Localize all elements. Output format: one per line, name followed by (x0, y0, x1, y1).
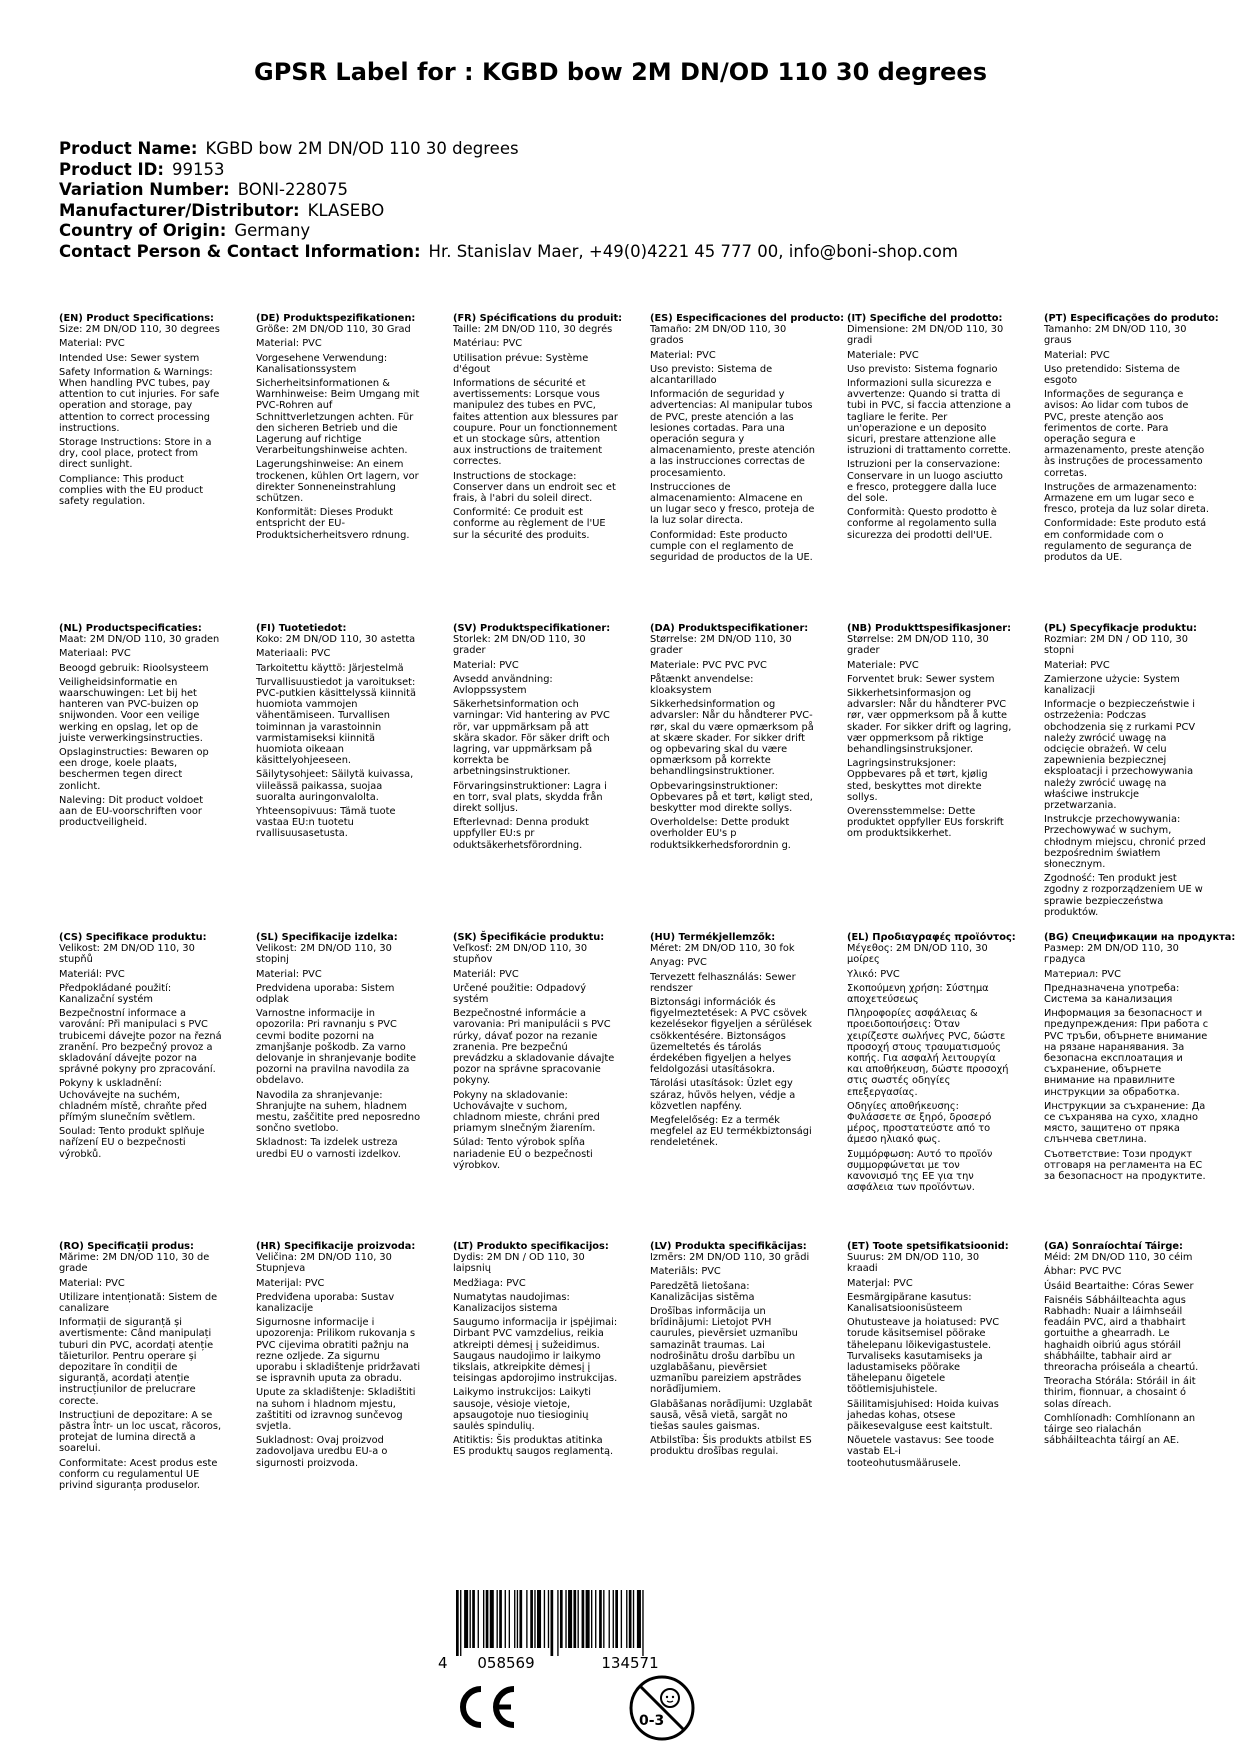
spec-line: Dydis: 2M DN / OD 110, 30 laipsnių (453, 1252, 585, 1275)
barcode-bar (472, 1590, 475, 1648)
spec-line: Méid: 2M DN/OD 110, 30 céim (1044, 1252, 1193, 1264)
barcode-bar (530, 1590, 533, 1648)
barcode-bar (626, 1590, 627, 1648)
spec-line: Medžiaga: PVC (453, 1277, 526, 1289)
spec-line: Maat: 2M DN/OD 110, 30 graden (59, 634, 220, 646)
spec-block (1044, 623, 1209, 918)
barcode-bar (599, 1590, 602, 1648)
barcode-bar (499, 1590, 502, 1648)
spec-line: Uso pretendido: Sistema de esgoto (1044, 363, 1180, 387)
spec-block (847, 313, 1012, 541)
info-label: Variation Number: (59, 180, 230, 199)
spec-block (256, 1241, 421, 1469)
spec-line: Méret: 2M DN/OD 110, 30 fok (650, 943, 795, 955)
spec-heading: (BG) Спецификации на продукта: (1044, 932, 1236, 943)
spec-line: Opslaginstructies: Bewaren op een droge, koele plaats, beschermen tegen direct zonlicht. (59, 747, 209, 792)
barcode-bar (615, 1590, 618, 1648)
spec-line: Storlek: 2M DN/OD 110, 30 grader (453, 634, 586, 657)
barcode-bar (497, 1590, 498, 1648)
spec-line: Velikost: 2M DN/OD 110, 30 stupňů (59, 943, 195, 966)
barcode-bar (517, 1590, 518, 1648)
spec-line: Zamierzone użycie: System kanalizacji (1044, 673, 1180, 697)
barcode-bar (470, 1590, 471, 1648)
spec-block (453, 932, 618, 1171)
spec-line: Skladnost: Ta izdelek ustreza uredbi EU o varnosti izdelkov. (256, 1137, 401, 1160)
ean-barcode (438, 1590, 710, 1672)
spec-line: Glabāšanas norādījumi: Uzglabāt sausā, vēsā vietā, sargāt no tiešas saules gaismas. (650, 1398, 813, 1433)
spec-line: Sukladnost: Ovaj proizvod zadovoljava uredbu EU-a o sigurnosti proizvoda. (256, 1435, 388, 1469)
spec-line: Laikymo instrukcijos: Laikyti sausoje, vėsioje vietoje, apsaugotoje nuo tiesioginių saulės spindulių. (453, 1387, 591, 1433)
spec-line: Forventet bruk: Sewer system (847, 673, 995, 685)
spec-line: Yhteensopivuus: Tämä tuote vastaa EU:n tuotetu rvallisuusasetusta. (256, 806, 396, 840)
spec-line: Turvallisuustiedot ja varoitukset: PVC-putkien käsittelyssä kiinnitä huomiota vammojen vähentämiseen. Turvallisen toiminnan ja varastoinnin varmistamiseksi kiinnitä huomiota oikeaan käsittelyohjeeseen. (256, 676, 416, 767)
spec-line: Navodila za shranjevanje: Shranjujte na suhem, hladnem mestu, zaščitite pred neposredno sončno svetlobo. (256, 1089, 421, 1135)
spec-line: Materijal: PVC (256, 1277, 325, 1289)
spec-line: Materiāls: PVC (650, 1266, 721, 1278)
barcode-bar (621, 1590, 622, 1648)
spec-heading: (EL) Προδιαγραφές προϊόντος: (847, 932, 1016, 943)
barcode-bar (591, 1590, 592, 1648)
spec-line: Určené použitie: Odpadový systém (453, 982, 586, 1006)
barcode-bar (490, 1590, 494, 1648)
spec-line: Veiligheidsinformatie en waarschuwingen: Let bij het hanteren van PVC-buizen op snijwonden. Voor een veilige werking en opslag, let op de juiste verwerkingsinstructies. (59, 676, 203, 744)
age-range-label: 0-3 (639, 1713, 665, 1729)
info-label: Contact Person & Contact Information: (59, 241, 421, 261)
spec-line: Säilytysohjeet: Säilytä kuivassa, viileässä paikassa, suojaa suoralta auringonvalolta. (256, 769, 414, 803)
spec-line: Megfelelőség: Ez a termék megfelel az EU termékbiztonsági rendeletének. (650, 1115, 812, 1149)
spec-line: Veličina: 2M DN/OD 110, 30 Stupnjeva (256, 1252, 392, 1275)
spec-line: Velikost: 2M DN/OD 110, 30 stopinj (256, 943, 392, 966)
spec-line: Faisnéis Sábháilteachta agus Rabhadh: Nuair a láimhseáil feadáin PVC, aird a thabhairt gortuithe a ghearradh. Le haghaidh oibriú agus stóráil shábháilte, tabhair aird ar threoracha próiseála a cheartú. (1044, 1294, 1199, 1374)
spec-line: Material: PVC (256, 338, 322, 350)
spec-line: Uso previsto: Sistema fognario (847, 363, 998, 375)
spec-line: Съответствие: Този продукт отговаря на регламента на ЕС за безопасност на продуктите. (1044, 1148, 1206, 1183)
spec-line: Materiaali: PVC (256, 648, 331, 660)
spec-line: Μέγεθος: 2M DN/OD 110, 30 μοίρες (847, 943, 988, 966)
spec-line: Material: PVC (256, 968, 322, 980)
spec-block (650, 313, 845, 564)
spec-line: Instruções de armazenamento: Armazene em um lugar seco e fresco, proteja da luz solar direta. (1044, 481, 1209, 516)
spec-line: Úsáid Beartaithe: Córas Sewer (1044, 1280, 1194, 1292)
barcode-bar (573, 1590, 576, 1648)
spec-heading: (EN) Product Specifications: (59, 313, 214, 324)
spec-line: Overensstemmelse: Dette produktet oppfyller EUs forskrift om produktsikkerhet. (847, 806, 1004, 840)
spec-line: Sigurnosne informacije i upozorenja: Prilikom rukovanja s PVC cijevima obratiti pažnju na rezne ozljede. Za sigurnu uporabu i skladištenje pridržavati se ispravnih uputa za obradu. (256, 1317, 421, 1385)
spec-line: Материал: PVC (1044, 968, 1121, 980)
spec-block (59, 313, 224, 507)
spec-line: Veľkosť: 2M DN/OD 110, 30 stupňov (453, 943, 588, 966)
spec-heading: (LV) Produkta specifikācijas: (650, 1241, 807, 1252)
spec-line: Instrucciones de almacenamiento: Almacene en un lugar seco y fresco, proteja de la luz solar directa. (650, 481, 815, 527)
spec-heading: (SK) Špecifikácie produktu: (453, 932, 605, 943)
barcode-bar (464, 1590, 468, 1648)
spec-heading: (SV) Produktspecifikationer: (453, 623, 611, 634)
spec-line: Инструкции за съхранение: Да се съхранява на сухо, хладно място, защитено от пряка слънчева светлина. (1044, 1100, 1206, 1146)
barcode-bars (456, 1590, 644, 1656)
spec-line: Numatytas naudojimas: Kanalizacijos sistema (453, 1291, 570, 1315)
spec-block (1044, 313, 1219, 564)
spec-line: Rozmiar: 2M DN / OD 110, 30 stopni (1044, 634, 1189, 657)
spec-heading: (NL) Productspecificaties: (59, 623, 202, 634)
spec-line: Material: PVC (59, 1277, 125, 1289)
country-of-origin-row (59, 221, 1199, 242)
barcode-bar (551, 1590, 554, 1656)
spec-line: Koko: 2M DN/OD 110, 30 astetta (256, 634, 416, 646)
spec-line: Material: PVC (650, 349, 716, 361)
barcode-digits-left: 058569 (477, 1654, 535, 1672)
spec-line: Tárolási utasítások: Üzlet egy száraz, hűvös helyen, védje a közvetlen napfény. (650, 1078, 796, 1112)
manufacturer-row (59, 201, 1199, 222)
spec-block (650, 1241, 815, 1458)
barcode-digit-prefix: 4 (438, 1654, 448, 1672)
spec-block (256, 623, 421, 840)
spec-line: Informații de siguranță și avertismente: Când manipulați tuburi din PVC, acordați atenție tăieturilor. Pentru operare și depozitare în condiții de siguranță, acordați atenție instrucțiunilor de prelucrare corecte. (59, 1317, 214, 1407)
spec-line: Anyag: PVC (650, 957, 707, 969)
spec-block (59, 932, 224, 1160)
barcode-bar (460, 1590, 461, 1656)
barcode-bar (483, 1590, 484, 1648)
barcode-bar (578, 1590, 579, 1648)
spec-line: Conformité: Ce produit est conforme au règlement de l'UE sur la sécurité des produits. (453, 507, 606, 541)
spec-line: Uso previsto: Sistema de alcantarillado (650, 363, 773, 387)
spec-line: Treoracha Stórála: Stóráil in áit thirim, fionnuar, a chosaint ó solas díreach. (1044, 1376, 1196, 1410)
info-label: Country of Origin: (59, 221, 227, 240)
spec-line: Συμμόρφωση: Αυτό το προϊόν συμμορφώνεται με τον κανονισμό της ΕΕ για την ασφάλεια των προϊόντων. (847, 1148, 993, 1194)
spec-line: Material: PVC (59, 338, 125, 350)
spec-line: Avsedd användning: Avloppssystem (453, 673, 553, 697)
spec-heading: (PL) Specyfikacje produktu: (1044, 623, 1197, 634)
spec-line: Информация за безопасност и предупреждения: При работа с PVC тръби, обърнете внимание на рязане наранявания. За безопасна експлоатация и съхранение, обърнете внимание на правилните инструкции за обработка. (1044, 1008, 1209, 1098)
contact-row (59, 242, 1199, 263)
spec-line: Størrelse: 2M DN/OD 110, 30 grader (650, 634, 792, 657)
spec-line: Biztonsági információk és figyelmeztetések: A PVC csövek kezelésekor figyeljen a sérülések csökkentésére. Biztonságos üzemeltetés és tárolás érdekében figyeljen a helyes feldolgozási utasításokra. (650, 997, 812, 1076)
barcode-bar (456, 1590, 459, 1656)
spec-line: Instructions de stockage: Conserver dans un endroit sec et frais, à l'abri du soleil direct. (453, 470, 616, 505)
spec-line: Zgodność: Ten produkt jest zgodny z rozporządzeniem UE w sprawie bezpieczeństwa produktów. (1044, 873, 1203, 918)
spec-block (453, 313, 623, 541)
barcode-bar (537, 1590, 541, 1648)
spec-line: Conformidad: Este producto cumple con el reglamento de seguridad de productos de la UE. (650, 529, 813, 564)
spec-heading: (IT) Specifiche del prodotto: (847, 313, 1003, 324)
spec-heading: (NB) Produkttspesifikasjoner: (847, 623, 1011, 634)
spec-line: Размер: 2M DN/OD 110, 30 градуса (1044, 943, 1179, 966)
product-info (59, 139, 1199, 262)
barcode-bar (557, 1590, 558, 1656)
spec-line: Sikkerhetsinformasjon og advarsler: Når du håndterer PVC rør, vær oppmerksom på å kutte skader. For sikker drift og lagring, vær oppmerksom på riktige behandlingsinstruksjoner. (847, 688, 1012, 756)
spec-line: Predviđena uporaba: Sustav kanalizacije (256, 1291, 395, 1315)
spec-heading: (FI) Tuotetiedot: (256, 623, 347, 634)
spec-line: Compliance: This product complies with the EU product safety regulation. (59, 473, 204, 508)
spec-block (847, 1241, 1012, 1469)
spec-line: Atitiktis: Šis produktas atitinka ES produktų saugos reglamentą. (453, 1435, 614, 1458)
barcode-bar (586, 1590, 590, 1648)
barcode-bar (478, 1590, 479, 1648)
spec-line: Tarkoitettu käyttö: Järjestelmä (256, 662, 404, 674)
spec-line: Instrucțiuni de depozitare: A se păstra într- un loc uscat, răcoros, protejat de lumina directă a soarelui. (59, 1409, 222, 1455)
barcode-bar (603, 1590, 604, 1648)
spec-line: Säilitamisjuhised: Hoida kuivas jahedas kohas, otsese päikesevalguse eest kaitstult. (847, 1398, 999, 1433)
spec-block (59, 623, 224, 828)
barcode-bar (560, 1590, 563, 1648)
spec-heading: (HU) Termékjellemzők: (650, 932, 776, 943)
barcode-bar (637, 1590, 641, 1648)
spec-line: Ábhar: PVC PVC (1044, 1266, 1122, 1278)
info-label: Manufacturer/Distributor: (59, 200, 300, 220)
spec-heading: (SL) Specifikacije izdelka: (256, 932, 398, 943)
spec-line: Lagringsinstruksjoner: Oppbevares på et tørt, kjølig sted, beskyttes mot direkte sollys. (847, 758, 988, 803)
spec-block (650, 932, 815, 1149)
info-label: Product ID: (59, 159, 164, 179)
spec-line: Conformitate: Acest produs este conform cu regulamentul UE privind siguranța produselor. (59, 1457, 218, 1492)
spec-line: Opbevaringsinstruktioner: Opbevares på et tørt, køligt sted, beskytter mod direkte sollys. (650, 780, 813, 815)
spec-line: Informations de sécurité et avertissements: Lorsque vous manipulez des tubes en PVC, faites attention aux blessures par coupure. Pour un fonctionnement et un stockage sûrs, attention aux instructions de traitement correctes. (453, 378, 618, 468)
spec-block (1044, 1241, 1209, 1446)
spec-line: Påtænkt anvendelse: kloaksystem (650, 673, 754, 697)
barcode-bar (642, 1590, 643, 1656)
spec-line: Materiaal: PVC (59, 648, 131, 660)
spec-block (650, 623, 815, 851)
spec-line: Istruzioni per la conservazione: Conservare in un luogo asciutto e fresco, proteggere dalla luce del sole. (847, 459, 1003, 505)
spec-line: Materiál: PVC (59, 968, 125, 980)
spec-heading: (RO) Specificații produs: (59, 1241, 194, 1252)
spec-line: Información de seguridad y advertencias: Al manipular tubos de PVC, preste atención a las lesiones cortadas. Para una operación segura y almacenamiento, preste atención a las instrucciones correctas de procesamiento. (650, 389, 816, 479)
spec-line: Eesmärgipärane kasutus: Kanalisatsioonisüsteem (847, 1291, 972, 1315)
spec-line: Upute za skladištenje: Skladištiti na suhom i hladnom mjestu, zaštititi od izravnog sunčevog svjetla. (256, 1387, 416, 1433)
spec-heading: (DE) Produktspezifikationen: (256, 313, 416, 324)
barcode-bar (548, 1590, 549, 1648)
spec-line: Súlad: Tento výrobok spĺňa nariadenie EÚ o bezpečnosti výrobkov. (453, 1137, 593, 1171)
spec-block (453, 1241, 618, 1458)
spec-heading: (DA) Produktspecifikationer: (650, 623, 809, 634)
info-value: 99153 (171, 159, 225, 179)
spec-line: Πληροφορίες ασφάλειας & προειδοποιήσεις: Όταν χειρίζεστε σωλήνες PVC, δώστε προσοχή στους τραυματισμούς κοπής. Για ασφαλή λειτουργία και αποθήκευση, δώστε προσοχή στις σωστές οδηγίες επεξεργασίας. (847, 1008, 1009, 1098)
spec-line: Saugumo informacija ir įspėjimai: Dirbant PVC vamzdelius, reikia atkreipti dėmesį į sužeidimus. Saugaus naudojimo ir laikymo tikslais, atkreipkite dėmesį į teisingas apdorojimo instrukcijas. (453, 1317, 618, 1385)
spec-line: Předpokládané použití: Kanalizační systém (59, 982, 172, 1006)
spec-line: Größe: 2M DN/OD 110, 30 Grad (256, 324, 411, 336)
spec-line: Beoogd gebruik: Rioolsysteem (59, 662, 209, 674)
spec-line: Pokyny na skladovanie: Uchovávajte v suchom, chladnom mieste, chráni pred priamym slnečným žiarením. (453, 1089, 600, 1135)
spec-line: Mărime: 2M DN/OD 110, 30 de grade (59, 1252, 210, 1275)
spec-line: Materiale: PVC (847, 659, 919, 671)
spec-line: Tervezett felhasználás: Sewer rendszer (650, 971, 796, 994)
spec-line: Tamaño: 2M DN/OD 110, 30 grados (650, 324, 787, 347)
spec-line: Soulad: Tento produkt splňuje nařízení EU o bezpečnosti výrobků. (59, 1126, 205, 1160)
spec-block (1044, 932, 1236, 1183)
product-id-row (59, 160, 1199, 181)
spec-line: Intended Use: Sewer system (59, 352, 200, 364)
info-label: Product Name: (59, 139, 198, 158)
spec-line: Οδηγίες αποθήκευσης: Φυλάσσετε σε ξηρό, δροσερό μέρος, προστατεύστε από το άμεσο ηλιακό φως. (847, 1100, 992, 1146)
barcode-bar (568, 1590, 572, 1648)
spec-line: Materjal: PVC (847, 1277, 913, 1289)
spec-line: Atbilstība: Šis produkts atbilst ES produktu drošības regulai. (650, 1435, 812, 1458)
spec-line: Säkerhetsinformation och varningar: Vid hantering av PVC rör, var uppmärksam på att skära skador. För säker drift och lagring, var uppmärksam på korrekta be arbetningsinstruktioner. (453, 699, 610, 778)
spec-line: Tamanho: 2M DN/OD 110, 30 graus (1044, 324, 1187, 347)
spec-line: Efterlevnad: Denna produkt uppfyller EU:s pr oduktsäkerhetsförordning. (453, 817, 589, 851)
spec-line: Informações de segurança e avisos: Ao lidar com tubos de PVC, preste atenção aos ferimentos de corte. Para operação segura e armazenamento, preste atenção às instruções de processamento corretas. (1044, 389, 1205, 479)
barcode-bar (526, 1590, 527, 1648)
spec-line: Υλικό: PVC (847, 968, 900, 980)
spec-block (256, 313, 421, 541)
spec-block (59, 1241, 224, 1491)
spec-line: Materiale: PVC (847, 349, 919, 361)
spec-heading: (GA) Sonraíochtaí Táirge: (1044, 1241, 1183, 1252)
barcode-bar (595, 1590, 596, 1648)
spec-line: Suurus: 2M DN/OD 110, 30 kraadi (847, 1252, 980, 1275)
barcode-bar (486, 1590, 489, 1648)
spec-line: Informazioni sulla sicurezza e avvertenze: Quando si tratta di tubi in PVC, si faccia attenzione a tagliare le ferite. Per un'operazione e un deposito sicuri, prestare attenzione alle istruzioni di trattamento corrette. (847, 378, 1012, 457)
spec-line: Bezpečnostní informace a varování: Při manipulaci s PVC trubicemi dávejte pozor na řezná zranění. Pro bezpečný provoz a skladování dávejte pozor na správné pokyny pro zpracování. (59, 1008, 222, 1076)
spec-line: Nõuetele vastavus: See toode vastab EL-i tooteohutusmäärusele. (847, 1435, 995, 1469)
barcode-bar (514, 1590, 515, 1648)
spec-line: Storage Instructions: Store in a dry, cool place, protect from direct sunlight. (59, 437, 212, 471)
barcode-bar (509, 1590, 510, 1648)
spec-line: Naleving: Dit product voldoet aan de EU-voorschriften voor productveiligheid. (59, 794, 204, 829)
info-value: Germany (234, 221, 311, 240)
ce-mark-icon (453, 1683, 518, 1731)
spec-line: Σκοπούμενη χρήση: Σύστημα αποχετεύσεως (847, 982, 989, 1006)
spec-heading: (PT) Especificações do produto: (1044, 313, 1219, 324)
spec-line: Vorgesehene Verwendung: Kanalisationssystem (256, 352, 388, 375)
barcode-bar (565, 1590, 566, 1648)
age-warning-icon (627, 1673, 697, 1743)
barcode-bar (633, 1590, 634, 1648)
barcode-bar (613, 1590, 614, 1648)
spec-heading: (FR) Spécifications du produit: (453, 313, 623, 324)
spec-line: Sikkerhedsinformation og advarsler: Når du håndterer PVC-rør, skal du være opmærksom på at skære skader. For sikker drift og opbevaring skal du være opmærksom på korrekte behandlingsinstruktioner. (650, 699, 814, 778)
spec-line: Taille: 2M DN/OD 110, 30 degrés (453, 324, 613, 336)
spec-line: Предназначена употреба: Система за канализация (1044, 982, 1180, 1006)
info-value: BONI-228075 (237, 180, 348, 199)
spec-line: Comhlíonadh: Comhlíonann an táirge seo rialachán sábháilteachta táirgí an AE. (1044, 1412, 1196, 1447)
spec-line: Conformidade: Este produto está em conformidade com o regulamento de segurança de produtos da UE. (1044, 518, 1207, 564)
barcode-bar (629, 1590, 632, 1648)
info-value: KLASEBO (307, 200, 385, 220)
variation-number-row (59, 180, 1199, 201)
spec-block (453, 623, 618, 851)
barcode-bar (519, 1590, 522, 1648)
spec-line: Pokyny k uskladnění: Uchovávejte na suchém, chladném místě, chraňte před přímým slunečním světlem. (59, 1078, 207, 1124)
spec-line: Materiál: PVC (453, 968, 519, 980)
info-value: KGBD bow 2M DN/OD 110 30 degrees (205, 139, 519, 158)
barcode-bar (609, 1590, 610, 1648)
spec-line: Varnostne informacije in opozorila: Pri ravnanju s PVC cevmi bodite pozorni na zmanjšanje poškodb. Za varno delovanje in shranjevanje bodite pozorni na pravilna navodila za obdelavo. (256, 1008, 417, 1087)
spec-block (847, 623, 1012, 840)
spec-line: Dimensione: 2M DN/OD 110, 30 gradi (847, 324, 1004, 347)
spec-line: Informacje o bezpieczeństwie i ostrzeżenia: Podczas obchodzenia się z rurkami PCV należy zwrócić uwagę na odcięcie obrażeń. W celu zapewnienia bezpiecznej eksploatacji i przechowywania należy zwrócić uwagę na właściwe instrukcje przetwarzania. (1044, 699, 1196, 812)
spec-line: Sicherheitsinformationen & Warnhinweise: Beim Umgang mit PVC-Rohren auf Schnittverletzungen achten. Für den sicheren Betrieb und die Lagerung auf richtige Verarbeitungshinweise achten. (256, 378, 420, 457)
spec-line: Paredzētā lietošana: Kanalizācijas sistēma (650, 1280, 755, 1303)
spec-block (847, 932, 1016, 1194)
spec-line: Size: 2M DN/OD 110, 30 degrees (59, 324, 220, 336)
spec-line: Conformità: Questo prodotto è conforme al regolamento sulla sicurezza dei prodotti dell'UE. (847, 507, 997, 541)
spec-line: Materiale: PVC PVC PVC (650, 659, 767, 671)
spec-line: Instrukcje przechowywania: Przechowywać w suchym, chłodnym miejscu, chronić przed bezpośrednim światłem słonecznym. (1044, 814, 1206, 871)
spec-line: Utilisation prévue: Système d'égout (453, 352, 589, 375)
spec-line: Förvaringsinstruktioner: Lagra i en torr, sval plats, skydda från direkt solljus. (453, 780, 607, 815)
product-name-row (59, 139, 1199, 160)
spec-line: Drošības informācija un brīdinājumi: Lietojot PVH caurules, pievērsiet uzmanību samazināt traumas. Lai nodrošinātu drošu darbību un uzglabāšanu, pievērsiet uzmanību pareiziem apstrādes norādījumiem. (650, 1306, 802, 1396)
page-title: GPSR Label for : KGBD bow 2M DN/OD 110 30 degrees (254, 58, 987, 86)
spec-line: Material: PVC (1044, 349, 1110, 361)
barcode-bar (505, 1590, 506, 1648)
spec-line: Størrelse: 2M DN/OD 110, 30 grader (847, 634, 989, 657)
spec-heading: (LT) Produkto specifikacijos: (453, 1241, 609, 1252)
spec-line: Materiał: PVC (1044, 659, 1110, 671)
spec-block (256, 932, 421, 1160)
spec-line: Ohutusteave ja hoiatused: PVC torude käsitsemisel pöörake tähelepanu lõikevigastustele. Turvaliseks kasutamiseks ja ladustamiseks pöörake tähelepanu õigetele töötlemisjuhistele. (847, 1317, 1000, 1396)
barcode-bar (544, 1590, 545, 1648)
spec-heading: (ES) Especificaciones del producto: (650, 313, 845, 324)
spec-line: Utilizare intenționată: Sistem de canalizare (59, 1291, 218, 1315)
spec-heading: (HR) Specifikacije proizvoda: (256, 1241, 416, 1252)
spec-heading: (ET) Toote spetsifikatsioonid: (847, 1241, 1009, 1252)
spec-line: Matériau: PVC (453, 338, 523, 350)
spec-line: Bezpečnostné informácie a varovania: Pri manipulácii s PVC rúrky, dávať pozor na rezanie zranenia. Pre bezpečnú prevádzku a skladovanie dávajte pozor na správne spracovanie pokyny. (453, 1008, 615, 1087)
info-value: Hr. Stanislav Maer, +49(0)4221 45 777 00, info@boni-shop.com (428, 241, 958, 261)
spec-line: Safety Information & Warnings: When handling PVC tubes, pay attention to cut injuries. For safe operation and storage, pay attention to correct processing instructions. (59, 366, 220, 434)
spec-line: Predvidena uporaba: Sistem odplak (256, 982, 395, 1006)
spec-line: Konformität: Dieses Produkt entspricht der EU-Produktsicherheitsvero rdnung. (256, 507, 410, 541)
barcode-digits-right: 134571 (601, 1654, 659, 1672)
barcode-bar (582, 1590, 585, 1648)
spec-line: Izmērs: 2M DN/OD 110, 30 grādi (650, 1252, 810, 1264)
barcode-bar (534, 1590, 535, 1648)
spec-line: Material: PVC (453, 659, 519, 671)
spec-heading: (CS) Specifikace produktu: (59, 932, 207, 943)
spec-line: Lagerungshinweise: An einem trockenen, kühlen Ort lagern, vor direkter Sonneneinstrahlung schützen. (256, 459, 419, 505)
spec-line: Overholdelse: Dette produkt overholder EU's p roduktsikkerhedsforordnin g. (650, 817, 791, 851)
